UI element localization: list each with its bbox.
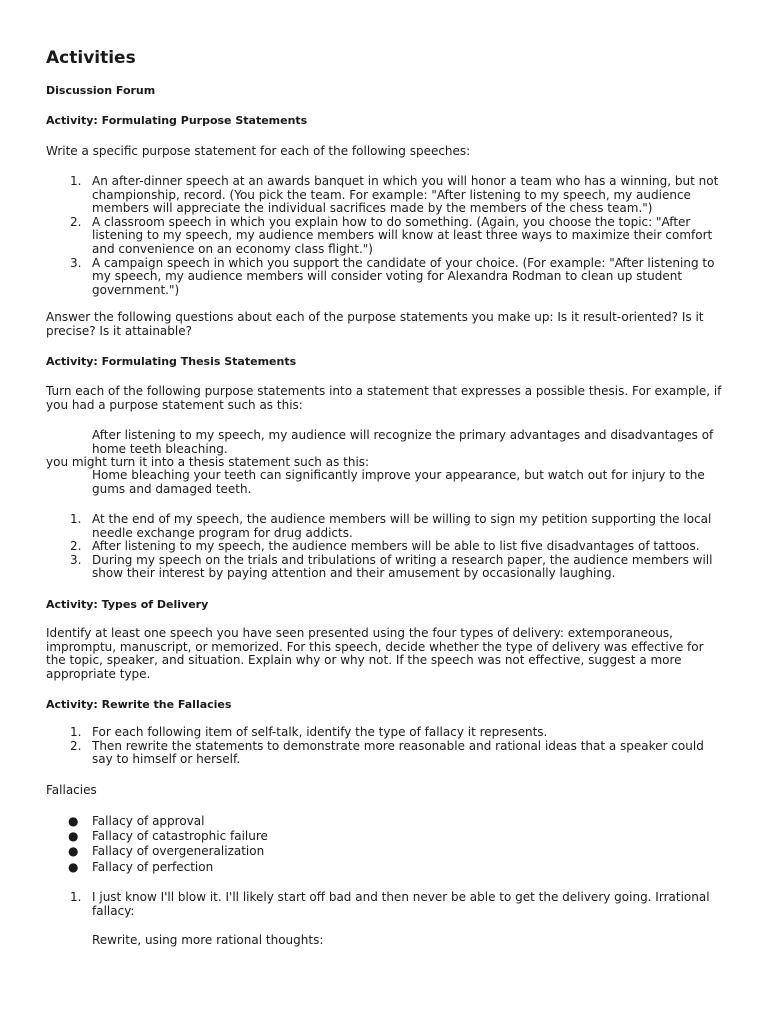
list-item-text: Fallacy of overgeneralization	[92, 844, 265, 859]
bullet-icon: ●	[68, 814, 79, 828]
list-item-text: At the end of my speech, the audience members will be willing to sign my petition supporting the local needle exchange program for drug addicts.	[92, 512, 712, 540]
fallacies-label: Fallacies	[46, 783, 97, 797]
list-item	[46, 726, 726, 740]
list-number: 1.	[70, 725, 82, 739]
rewrite-prompt: Rewrite, using more rational thoughts:	[92, 933, 324, 947]
page-title: Activities	[46, 48, 136, 68]
activity-heading-types-of-delivery: Activity: Types of Delivery	[46, 598, 209, 611]
list-item	[46, 740, 726, 767]
list-item-text: For each following item of self-talk, identify the type of fallacy it represents.	[92, 725, 548, 739]
activity-heading-rewrite-fallacies: Activity: Rewrite the Fallacies	[46, 698, 232, 711]
list-number: 3.	[70, 255, 82, 270]
list-number: 1.	[70, 174, 82, 188]
list-item	[46, 513, 726, 540]
example-purpose-statement: After listening to my speech, my audience will recognize the primary advantages and disadvantages of home teeth bleaching.	[92, 428, 714, 456]
activity-purpose-intro: Write a specific purpose statement for each of the following speeches:	[46, 144, 471, 158]
thesis-purpose-list	[46, 513, 726, 581]
list-item-text: A campaign speech in which you support the candidate of your choice. (For example: "After listening to my speech, my audience members will consider voting for Alexandra Rodman to clean up student government.")	[92, 255, 715, 297]
section-heading-discussion-forum: Discussion Forum	[46, 84, 156, 97]
list-item-text: Fallacy of perfection	[92, 859, 214, 874]
bullet-icon: ●	[68, 844, 79, 859]
list-item-text: Fallacy of approval	[92, 814, 205, 828]
fallacy-instructions-list	[46, 726, 726, 767]
list-item	[46, 554, 726, 581]
list-item-text: Then rewrite the statements to demonstrate more reasonable and rational ideas that a speaker could say to himself or herself.	[92, 738, 704, 767]
list-number: 2.	[70, 539, 82, 554]
list-number: 2.	[70, 214, 82, 229]
list-item	[46, 861, 726, 875]
activity-thesis-intro: Turn each of the following purpose statements into a statement that expresses a possible thesis. For example, if you had a purpose statement such as this:	[46, 384, 722, 412]
list-item-text: A classroom speech in which you explain how to do something. (Again, you choose the topic: "After listening to my speech, my audience members will know at least three ways to maximize their comfort and convenience on an economy class flight.")	[92, 214, 713, 256]
list-item	[46, 540, 726, 554]
bullet-icon: ●	[68, 829, 79, 844]
example-bridge-text: you might turn it into a thesis statement such as this:	[46, 455, 370, 469]
list-item-text: I just know I'll blow it. I'll likely start off bad and then never be able to get the delivery going. Irrational fallacy:	[92, 890, 710, 918]
activity-heading-thesis-statements: Activity: Formulating Thesis Statements	[46, 355, 297, 368]
bullet-icon: ●	[68, 859, 79, 874]
activity-delivery-text: Identify at least one speech you have seen presented using the four types of delivery: extemporaneous, impromptu, manuscript, or memorized. For this speech, decide whether the type of delivery was effective for the topic, speaker, and situation. Explain why or why not. If the speech was not effective, suggest a more appropriate type.	[46, 626, 704, 681]
list-item	[46, 891, 726, 918]
list-item	[46, 815, 726, 829]
list-item	[46, 216, 726, 257]
activity-purpose-followup: Answer the following questions about each of the purpose statements you make up: Is it result-oriented? Is it precise? Is it attainable?	[46, 310, 704, 338]
example-thesis-statement: Home bleaching your teeth can significantly improve your appearance, but watch out for injury to the gums and damaged teeth.	[92, 468, 705, 496]
fallacies-bullet-list	[46, 815, 726, 874]
list-item-text: Fallacy of catastrophic failure	[92, 829, 268, 844]
list-number: 1.	[70, 890, 82, 904]
list-item-text: An after-dinner speech at an awards banquet in which you will honor a team who has a winning, but not championship, record. (You pick the team. For example: "After listening to my speech, my audience members will appreciate the individual sacrifices made by the members of the chess team.")	[92, 174, 719, 216]
list-number: 1.	[70, 512, 82, 526]
purpose-speech-list	[46, 175, 726, 297]
list-item-text: After listening to my speech, the audience members will be able to list five disadvantages of tattoos.	[92, 539, 700, 554]
list-item	[46, 257, 726, 298]
list-item	[46, 830, 726, 844]
list-number: 3.	[70, 552, 82, 567]
list-item	[46, 845, 726, 859]
self-talk-statements-list	[46, 891, 726, 918]
list-item-text: During my speech on the trials and tribulations of writing a research paper, the audience members will show their interest by paying attention and their amusement by occasionally laughing.	[92, 552, 713, 581]
list-item	[46, 175, 726, 216]
activity-heading-purpose-statements: Activity: Formulating Purpose Statements	[46, 114, 308, 127]
list-number: 2.	[70, 738, 82, 753]
